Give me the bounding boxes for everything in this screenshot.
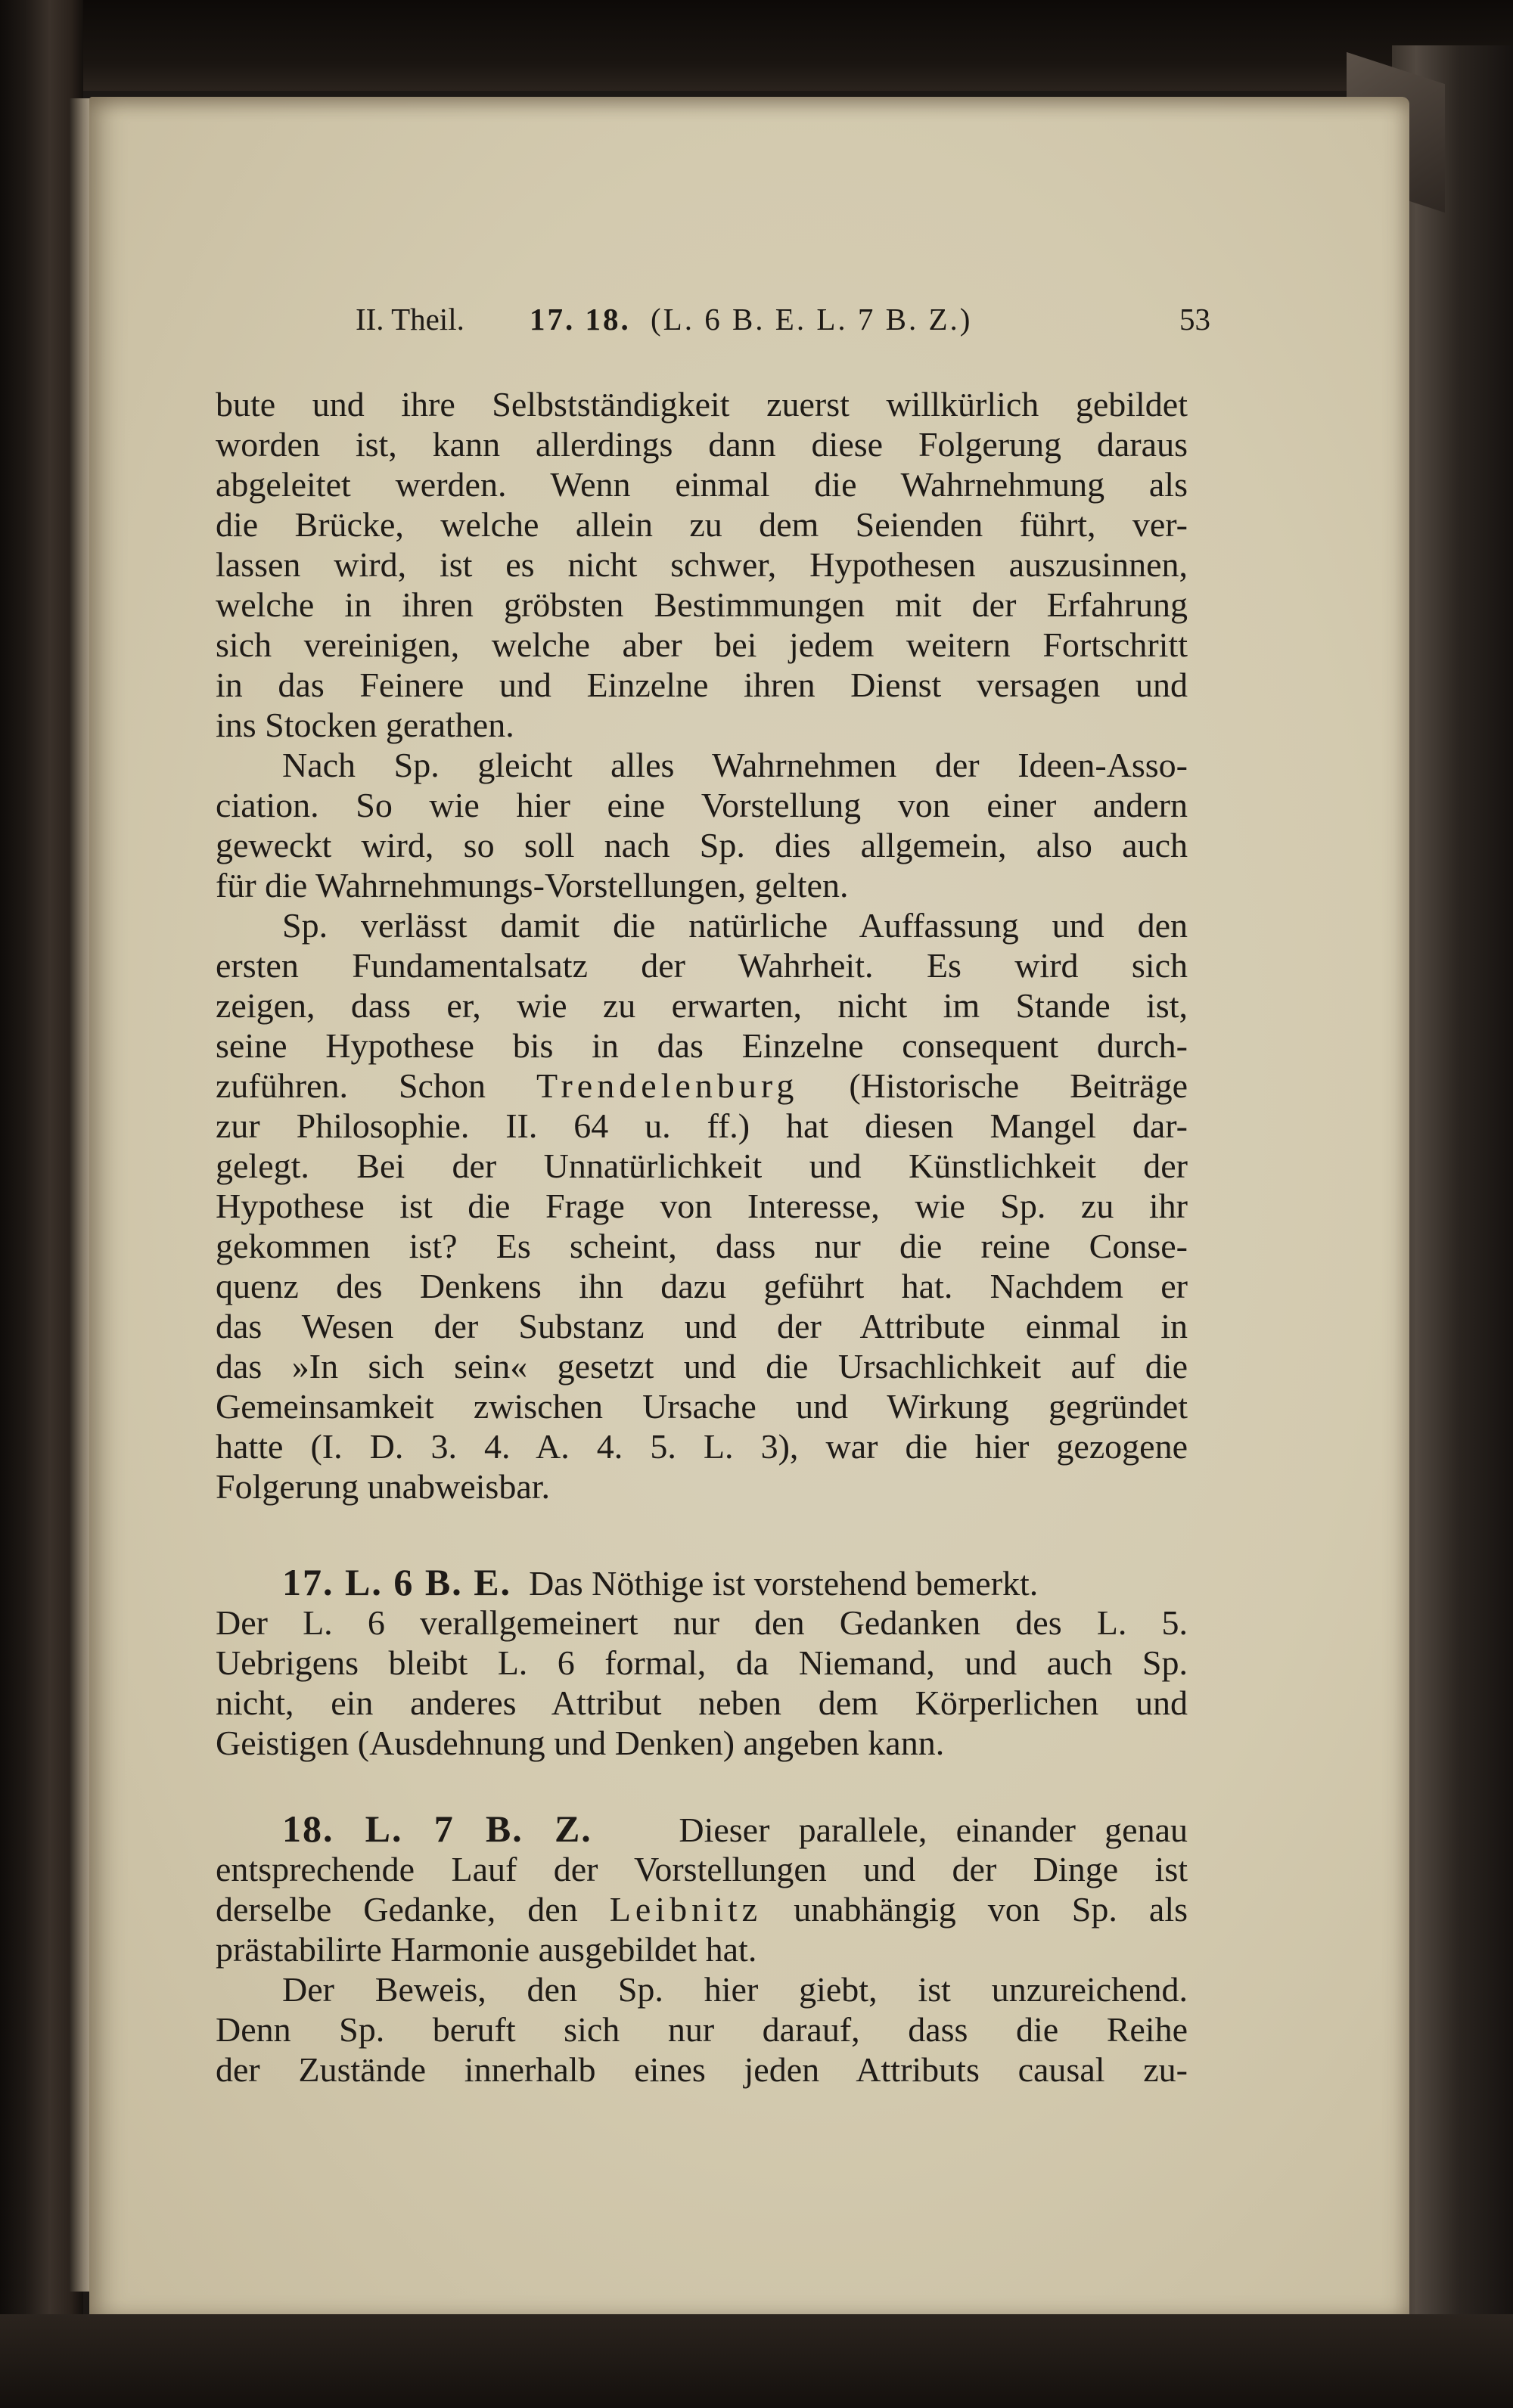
text-line-leibnitz	[216, 1889, 1188, 1929]
text-line: Denn Sp. beruft sich nur darauf, dass die Reihe	[216, 2010, 1188, 2049]
text-line: Hypothese ist die Frage von Interesse, wie Sp. zu ihr	[216, 1187, 1188, 1225]
text-line: bute und ihre Selbstständigkeit zuerst willkürlich gebildet	[216, 385, 1188, 424]
text-fragment: derselbe Gedanke, den	[216, 1890, 578, 1929]
top-shadow	[0, 0, 1513, 91]
bottom-shadow	[0, 2314, 1513, 2408]
text-line: für die Wahrnehmungs-Vorstellungen, gelten.	[216, 866, 849, 905]
text-line: in das Feinere und Einzelne ihren Dienst versagen und	[216, 666, 1188, 704]
text-line: zur Philosophie. II. 64 u. ff.) hat diesen Mangel dar-	[216, 1106, 1188, 1145]
text-line: seine Hypothese bis in das Einzelne consequent durch-	[216, 1026, 1188, 1065]
text-line: abgeleitet werden. Wenn einmal die Wahrnehmung als	[216, 465, 1188, 504]
text-line: Folgerung unabweisbar.	[216, 1467, 551, 1506]
text-line: das »In sich sein« gesetzt und die Ursachlichkeit auf die	[216, 1347, 1188, 1386]
section-18	[216, 1809, 1188, 2090]
body-text	[216, 384, 1188, 1507]
text-line: gekommen ist? Es scheint, dass nur die reine Conse-	[216, 1227, 1188, 1265]
text-line: worden ist, kann allerdings dann diese Folgerung daraus	[216, 425, 1188, 464]
text-line: ersten Fundamentalsatz der Wahrheit. Es wird sich	[216, 946, 1188, 985]
text-line: Nach Sp. gleicht alles Wahrnehmen der Ideen-Asso-	[282, 746, 1188, 784]
header-refs: (L. 6 B. E. L. 7 B. Z.)	[651, 302, 973, 337]
header-sections: 17. 18.	[530, 302, 631, 337]
text-line: welche in ihren gröbsten Bestimmungen mit der Erfahrung	[216, 585, 1188, 624]
header-part: II. Theil.	[356, 302, 464, 337]
text-line: sich vereinigen, welche aber bei jedem weitern Fortschritt	[216, 625, 1188, 664]
right-cover-board	[1392, 45, 1513, 2408]
text-line: hatte (I. D. 3. 4. A. 4. 5. L. 3), war die hier gezogene	[216, 1427, 1188, 1466]
text-line: nicht, ein anderes Attribut neben dem Körperlichen und	[216, 1683, 1188, 1722]
text-fragment: zuführen. Schon	[216, 1066, 486, 1105]
text-line: die Brücke, welche allein zu dem Seienden führt, ver-	[216, 505, 1188, 544]
text-line: ins Stocken gerathen.	[216, 706, 514, 744]
text-line: Sp. verlässt damit die natürliche Auffassung und den	[282, 906, 1188, 945]
text-fragment: unabhängig von Sp. als	[794, 1890, 1188, 1929]
text-fragment: Das Nöthige ist vorstehend bemerkt.	[529, 1564, 1039, 1603]
author-name-trendelenburg: Trendelenburg	[536, 1066, 799, 1105]
section-17-first-line	[216, 1562, 1188, 1603]
text-line: ciation. So wie hier eine Vorstellung von einer andern	[216, 786, 1188, 824]
text-line: Der Beweis, den Sp. hier giebt, ist unzureichend.	[282, 1970, 1188, 2009]
text-line: quenz des Denkens ihn dazu geführt hat. Nachdem er	[216, 1267, 1188, 1305]
text-line-trendelenburg	[216, 1066, 1188, 1106]
text-line: das Wesen der Substanz und der Attribute einmal in	[216, 1307, 1188, 1345]
text-line: der Zustände innerhalb eines jeden Attributs causal zu-	[216, 2050, 1188, 2089]
text-line: lassen wird, ist es nicht schwer, Hypothesen auszusinnen,	[216, 545, 1188, 584]
section-17	[216, 1562, 1188, 1763]
text-fragment: Dieser parallele, einander genau	[679, 1811, 1188, 1849]
text-line: Uebrigens bleibt L. 6 formal, da Niemand, und auch Sp.	[216, 1643, 1188, 1682]
page-number: 53	[1179, 302, 1210, 337]
section-17-heading: 17. L. 6 B. E.	[282, 1561, 512, 1603]
text-line: geweckt wird, so soll nach Sp. dies allgemein, also auch	[216, 826, 1188, 864]
text-fragment: (Historische Beiträge	[849, 1066, 1188, 1105]
text-line: Geistigen (Ausdehnung und Denken) angeben kann.	[216, 1724, 945, 1762]
text-line: Der L. 6 verallgemeinert nur den Gedanken des L. 5.	[216, 1603, 1188, 1642]
section-18-heading: 18. L. 7 B. Z.	[282, 1808, 592, 1850]
text-line: zeigen, dass er, wie zu erwarten, nicht im Stande ist,	[216, 986, 1188, 1025]
author-name-leibnitz: Leibnitz	[609, 1890, 763, 1929]
section-18-first-line	[216, 1809, 1188, 1849]
text-line: Gemeinsamkeit zwischen Ursache und Wirkung gegründet	[216, 1387, 1188, 1426]
running-head	[356, 301, 1210, 348]
text-line: gelegt. Bei der Unnatürlichkeit und Künstlichkeit der	[216, 1147, 1188, 1185]
text-line: entsprechende Lauf der Vorstellungen und der Dinge ist	[216, 1850, 1188, 1888]
text-line: prästabilirte Harmonie ausgebildet hat.	[216, 1930, 757, 1969]
